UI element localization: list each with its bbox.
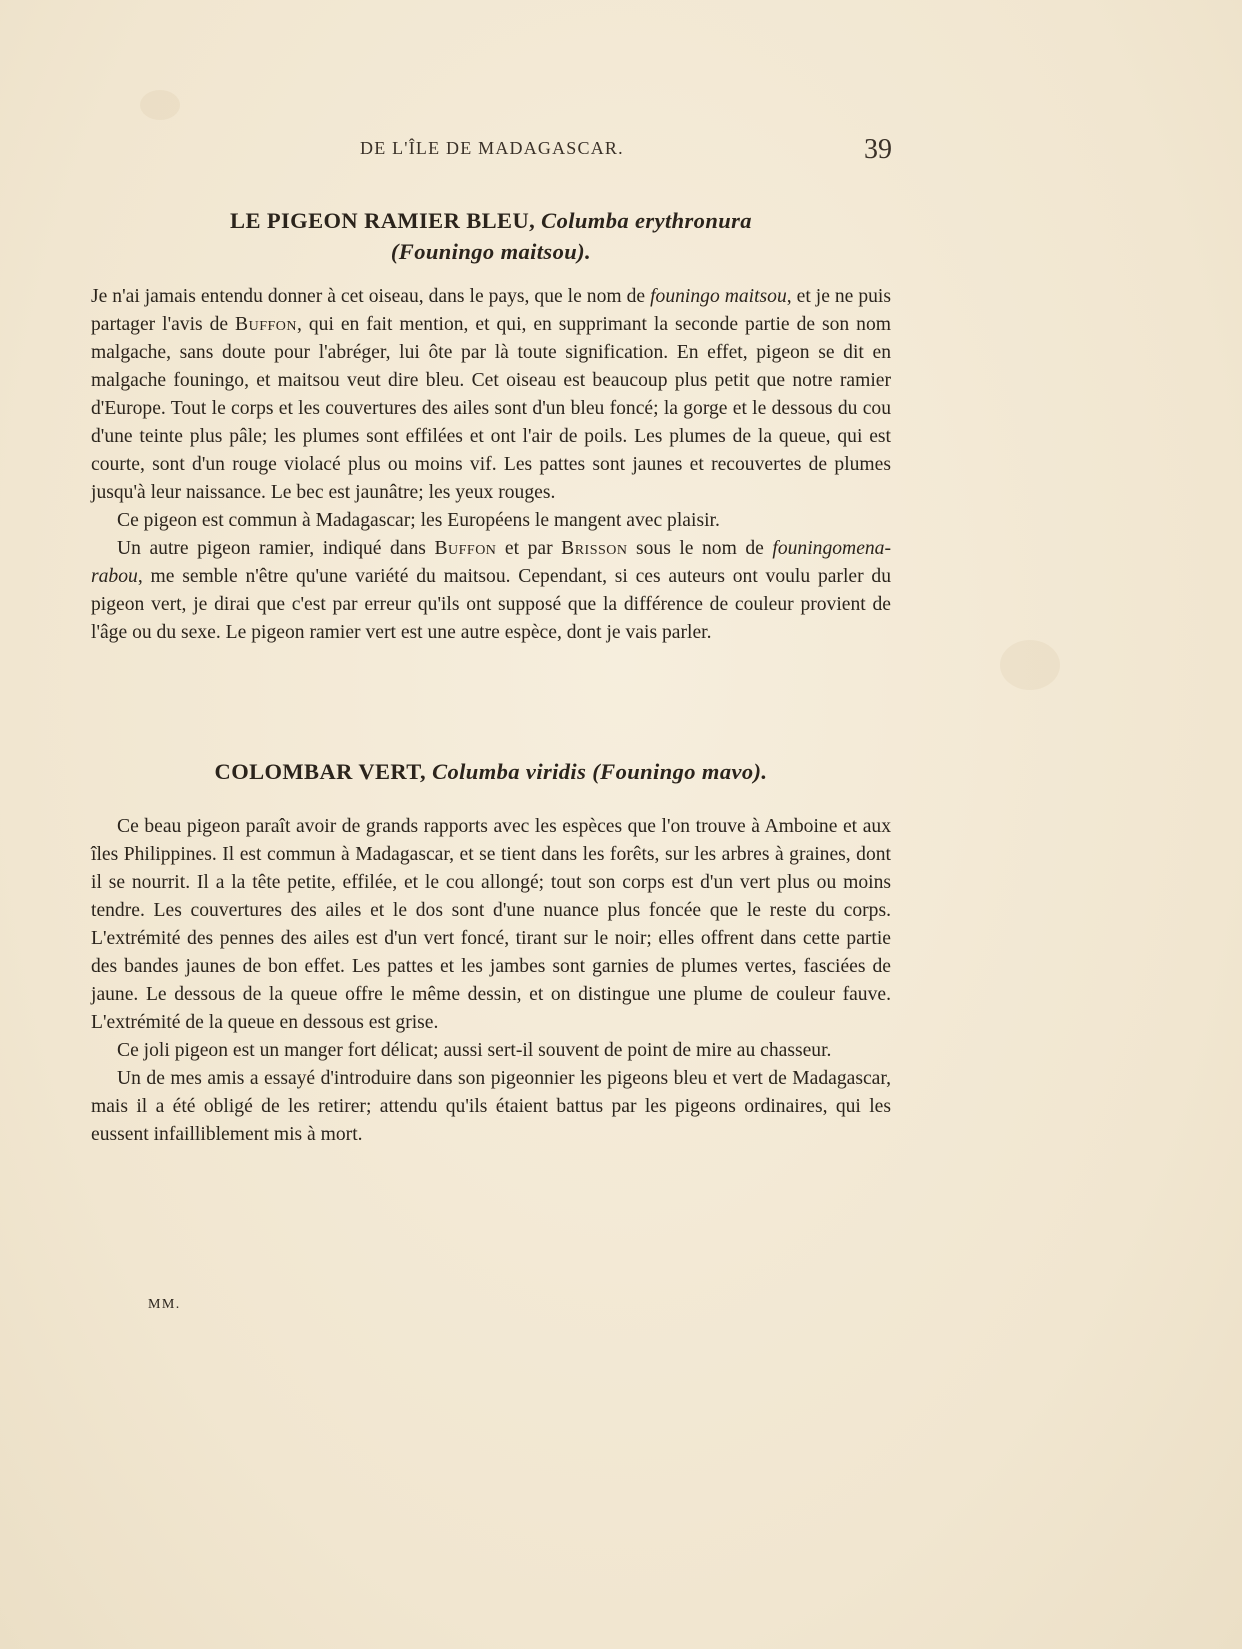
italic-run: founingo maitsou <box>650 286 787 307</box>
heading-local-name: (Founingo maitsou). <box>390 239 592 264</box>
author-name: Buffon <box>235 314 298 335</box>
heading-main: LE PIGEON RAMIER BLEU, <box>230 208 542 233</box>
paragraph: Ce beau pigeon paraît avoir de grands rapports avec les espèces que l'on trouve à Amboine et aux îles Philippines. Il est commun à Madagascar, et se tient dans les forêts, sur les arbres à graines, dont il se nourrit. Il a la tête petite, effilée, et le cou allongé; tout son corps est d'un vert plus ou moins tendre. Les couvertures des ailes et le dos sont d'une nuance plus foncée que le reste du corps. L'extrémité des pennes des ailes est d'un vert foncé, tirant sur le noir; elles offrent dans cette partie des bandes jaunes de bon effet. Les pattes et les jambes sont garnies de plumes vertes, fasciées de jaune. Le dessous de la queue offre le même dessin, et on distingue une plume de couleur fauve. L'extrémité de la queue en dessous est grise. <box>91 816 891 1033</box>
author-signature: MM. <box>148 1297 181 1312</box>
text-run: Je n'ai jamais entendu donner à cet oiseau, dans le pays, que le nom de <box>91 286 651 307</box>
running-title: DE L'ÎLE DE MADAGASCAR. <box>360 138 624 158</box>
author-name: Buffon <box>434 538 497 559</box>
text-run: et par <box>496 538 562 559</box>
section-colombar-vert <box>91 756 891 1149</box>
paper-stain <box>140 90 180 120</box>
heading-scientific-name: Columba viridis <box>432 759 587 784</box>
text-run: sous le nom de <box>627 538 773 559</box>
paragraph <box>91 535 891 647</box>
text-run: , qui en fait mention, et qui, en supprimant la seconde partie de son nom malgache, sans doute pour l'abréger, lui ôte par là toute signification. En effet, pigeon se dit en malgache founingo, et maitsou veut dire bleu. Cet oiseau est beaucoup plus petit que notre ramier d'Europe. Tout le corps et les couvertures des ailes sont d'un bleu foncé; la gorge et le dessous du cou d'une teinte plus pâle; les plumes sont effilées et ont l'air de poils. Les plumes de la queue, qui est courte, sont d'un rouge violacé plus ou moins vif. Les pattes sont jaunes et recouvertes de plumes jusqu'à leur naissance. Le bec est jaunâtre; les yeux rouges. <box>91 314 892 503</box>
italic-run: founingomena-rabou <box>91 538 892 587</box>
section-pigeon-ramier-bleu <box>91 205 891 647</box>
text-run: Un autre pigeon ramier, indiqué dans <box>117 538 435 559</box>
paragraph: Ce pigeon est commun à Madagascar; les Européens le mangent avec plaisir. <box>117 510 720 531</box>
paper-stain <box>1000 640 1060 690</box>
page-number: 39 <box>864 134 892 165</box>
text-run: , et je ne puis partager l'avis de <box>91 286 892 335</box>
paragraph <box>91 283 891 507</box>
section-heading <box>91 756 891 787</box>
text-run: , me semble n'être qu'une variété du maitsou. Cependant, si ces auteurs ont voulu parler du pigeon vert, je dirai que c'est par erreur qu'ils ont supposé que la différence de couleur provient de l'âge ou du sexe. Le pigeon ramier vert est une autre espèce, dont je vais parler. <box>91 566 891 643</box>
paragraph: Ce joli pigeon est un manger fort délicat; aussi sert-il souvent de point de mire au chasseur. <box>117 1040 832 1061</box>
author-name: Brisson <box>561 538 628 559</box>
running-head <box>0 134 1242 174</box>
heading-local-name: (Founingo mavo). <box>592 759 768 784</box>
section-heading <box>91 205 891 267</box>
heading-scientific-name: Columba erythronura <box>541 208 752 233</box>
paragraph: Un de mes amis a essayé d'introduire dans son pigeonnier les pigeons bleu et vert de Madagascar, mais il a été obligé de les retirer; attendu qu'ils étaient battus par les pigeons ordinaires, qui les eussent infailliblement mis à mort. <box>91 1068 891 1145</box>
heading-main: COLOMBAR VERT, <box>214 759 433 784</box>
